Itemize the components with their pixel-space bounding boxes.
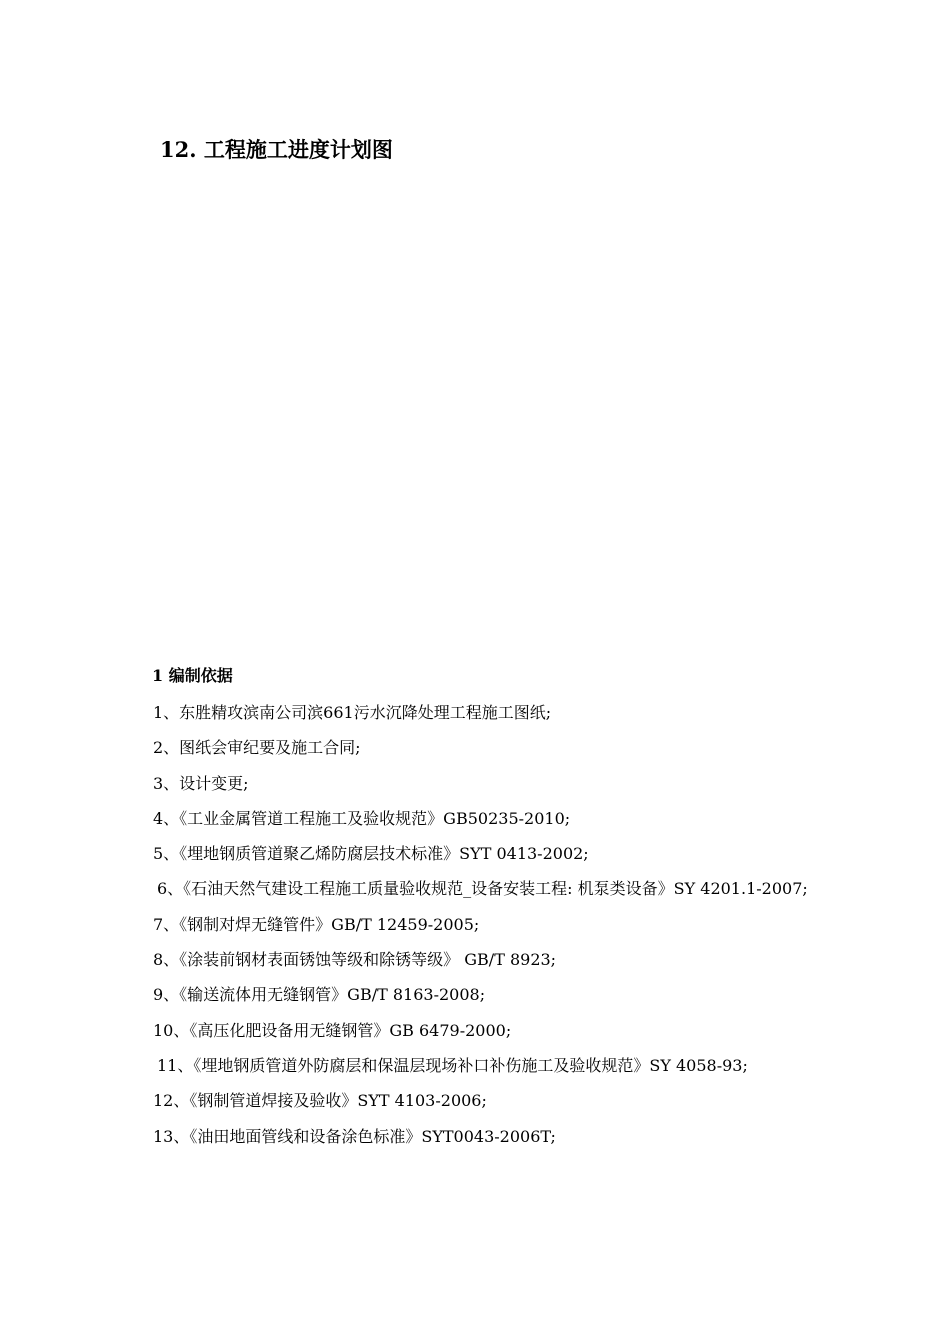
reference-item: 13、《油田地面管线和设备涂色标准》SYT0043-2006T;	[153, 1126, 556, 1146]
reference-item: 6、《石油天然气建设工程施工质量验收规范_设备安装工程: 机泵类设备》SY 4201.1-2007;	[157, 879, 808, 899]
reference-item: 4、《工业金属管道工程施工及验收规范》GB50235-2010;	[153, 808, 571, 828]
section-heading: 1 编制依据	[152, 666, 233, 685]
reference-item: 8、《涂装前钢材表面锈蚀等级和除锈等级》 GB/T 8923;	[153, 950, 557, 970]
reference-item: 7、《钢制对焊无缝管件》GB/T 12459-2005;	[153, 914, 480, 934]
reference-item: 5、《埋地钢质管道聚乙烯防腐层技术标准》SYT 0413-2002;	[153, 844, 589, 864]
reference-list	[113, 695, 861, 1154]
reference-item: 1、东胜精攻滨南公司滨661污水沉降处理工程施工图纸;	[153, 703, 552, 722]
reference-item: 10、《高压化肥设备用无缝钢管》GB 6479-2000;	[153, 1020, 512, 1040]
reference-item: 9、《输送流体用无缝钢管》GB/T 8163-2008;	[153, 985, 486, 1005]
reference-item: 2、图纸会审纪要及施工合同;	[153, 738, 361, 758]
reference-item: 12、《钢制管道焊接及验收》SYT 4103-2006;	[153, 1091, 487, 1111]
reference-item: 11、《埋地钢质管道外防腐层和保温层现场补口补伤施工及验收规范》SY 4058-93;	[157, 1055, 748, 1075]
page-title: 12. 工程施工进度计划图	[160, 137, 393, 162]
reference-item: 3、设计变更;	[153, 773, 249, 793]
